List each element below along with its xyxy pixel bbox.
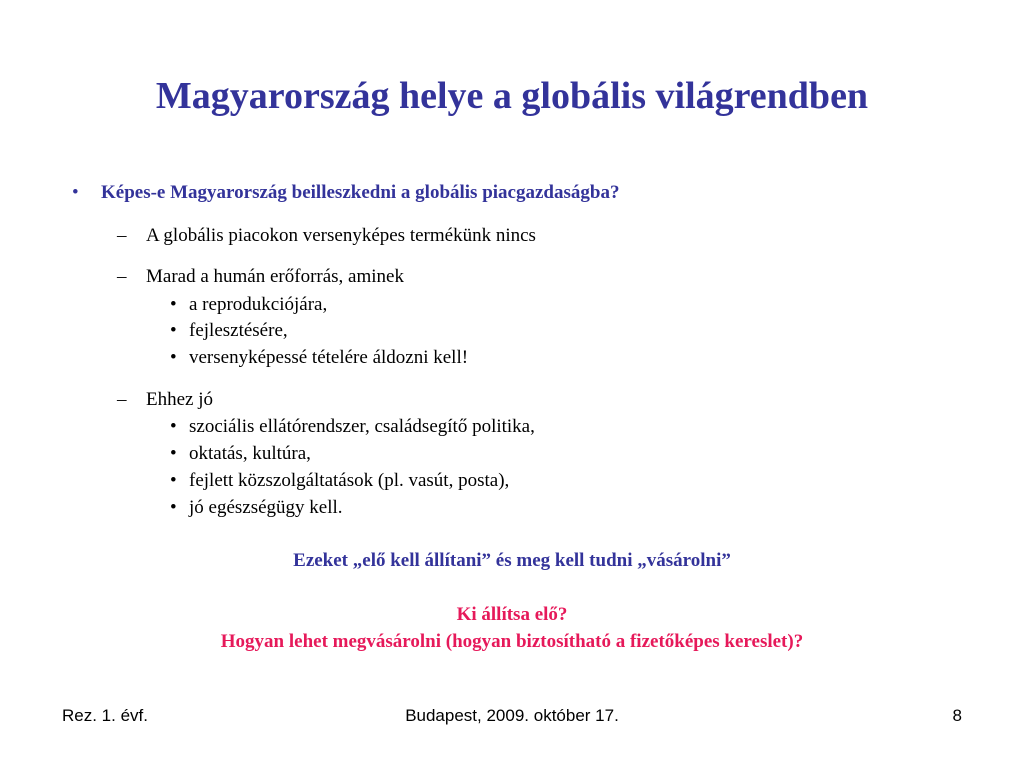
question-line: Hogyan lehet megvásárolni (hogyan biztosítható a fizetőképes kereslet)? [220,631,804,652]
bullet-marker: • [170,470,177,491]
sub-bullet-text: fejlesztésére, [189,320,288,341]
question-line: Ki állítsa elő? [456,604,568,625]
footer-left: Rez. 1. évf. [62,706,148,725]
dash-marker: – [117,389,127,410]
page-number: 8 [952,706,962,725]
bullet-marker: • [170,320,177,341]
dash-item-text: Marad a humán erőforrás, aminek [146,266,404,287]
sub-bullet-text: versenyképessé tételére áldozni kell! [189,347,469,368]
footer-date: Budapest, 2009. október 17. [405,706,619,725]
dash-marker: – [117,225,127,246]
sub-bullet-text: a reprodukciójára, [189,294,328,315]
dash-marker: – [117,266,127,287]
sub-bullet-text: fejlett közszolgáltatások (pl. vasút, posta), [189,470,510,491]
bullet-marker: • [170,497,177,518]
sub-bullet-text: oktatás, kultúra, [189,443,311,464]
slide-title: Magyarország helye a globális világrendben [155,75,869,117]
bullet-marker: • [170,347,177,368]
dash-item-text: Ehhez jó [146,389,214,410]
bullet-marker: • [72,182,79,203]
dash-item-text: A globális piacokon versenyképes termékünk nincs [146,225,536,246]
sub-bullet-text: jó egészségügy kell. [189,497,343,518]
bullet-marker: • [170,294,177,315]
main-question-text: Képes-e Magyarország beilleszkedni a globális piacgazdaságba? [101,182,620,203]
bullet-marker: • [170,443,177,464]
conclusion-text: Ezeket „elő kell állítani” és meg kell tudni „vásárolni” [293,550,731,571]
sub-bullet-text: szociális ellátórendszer, családsegítő politika, [189,416,535,437]
bullet-marker: • [170,416,177,437]
